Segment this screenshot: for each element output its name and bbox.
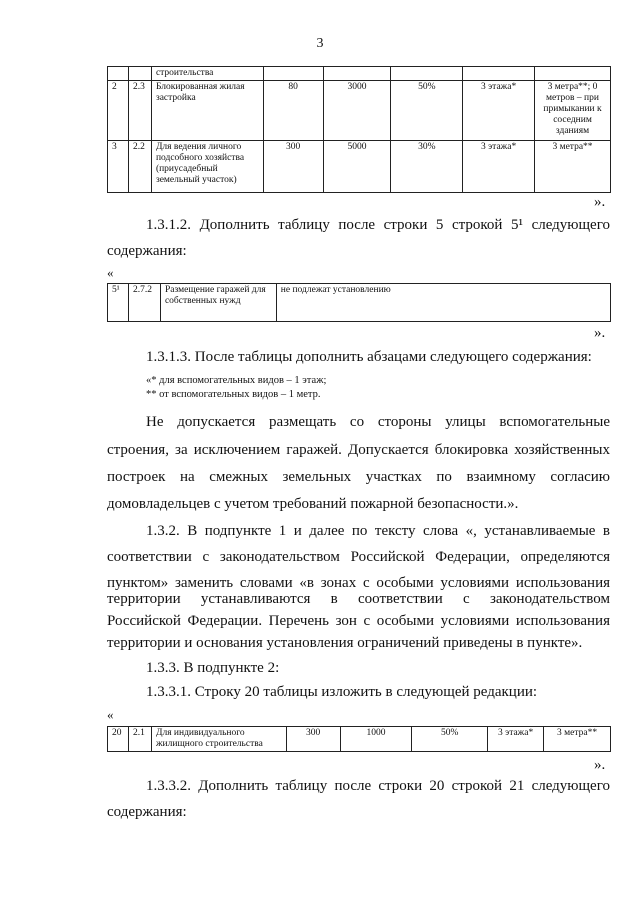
paragraph-line: строения, за исключением гаражей. Допускается блокировка хозяйственных [107,442,610,458]
table-cell: 3 метра**; 0 метров – при примыкании к соседним зданиям [535,81,611,141]
table-cell [463,67,535,81]
quote-open: « [107,265,114,280]
table-cell: 50% [412,727,488,752]
table-cell: 3 метра** [544,727,611,752]
paragraph-1332-cont: содержания: [107,804,187,820]
quote-close: ». [594,757,606,773]
table-cell: 3 метра** [535,141,611,193]
table-cell: 2 [108,81,129,141]
paragraph-line: Не допускается размещать со стороны улицы вспомогательные [146,414,610,430]
paragraph-1332: 1.3.3.2. Дополнить таблицу после строки 20 строкой 21 следующего [146,778,610,794]
paragraph-line: соответствии с законодательством Российской Федерации, определяются [107,549,610,565]
table-cell: 3 этажа* [463,81,535,141]
table-row [108,81,611,141]
paragraph-line: 1.3.2. В подпункте 1 и далее по тексту слова «, устанавливаемые в [146,523,610,539]
page-number: 3 [316,36,324,51]
table-cell [263,67,323,81]
quote-close: ». [594,325,606,341]
table-cell: 3 этажа* [463,141,535,193]
table-cell: Размещение гаражей для собственных нужд [160,284,276,322]
table-row [108,284,611,322]
paragraph-line: домовладельцев с учетом требований пожарной безопасности.». [107,496,519,512]
table-cell: не подлежат установлению [276,284,610,322]
paragraph-line: пунктом» заменить словами «в зонах с особыми условиями использования [107,575,610,591]
zoning-table-1 [107,66,611,193]
footnote-1: «* для вспомогательных видов – 1 этаж; [146,375,327,386]
table-cell: Блокированная жилая застройка [151,81,263,141]
paragraph-line: построек на смежных земельных участках по взаимному согласию [107,469,610,485]
table-cell: 2.3 [128,81,151,141]
paragraph-1331: 1.3.3.1. Строку 20 таблицы изложить в следующей редакции: [146,684,538,700]
table-cell [108,67,129,81]
paragraph-line: территории устанавливаются в соответствии с законодательством [107,591,610,607]
quote-close: ». [594,194,606,210]
table-cell: 1000 [340,727,412,752]
footnote-2: ** от вспомогательных видов – 1 метр. [146,389,321,400]
paragraph-1312: 1.3.1.2. Дополнить таблицу после строки 5 строкой 5¹ следующего [146,217,610,233]
table-cell: 3000 [323,81,391,141]
table-cell [323,67,391,81]
table-cell: 3 этажа* [488,727,544,752]
paragraph-133: 1.3.3. В подпункте 2: [146,660,280,676]
table-cell: 300 [286,727,340,752]
table-row [108,141,611,193]
table-cell: 80 [263,81,323,141]
table-row [108,727,611,752]
table-cell: 30% [391,141,463,193]
zoning-table-3 [107,726,611,752]
table-row [108,67,611,81]
zoning-table-2 [107,283,611,322]
table-cell: 5¹ [108,284,129,322]
table-cell [391,67,463,81]
paragraph-line: территории и основания установления ограничений приведены в пункте». [107,635,583,651]
table-cell: 300 [263,141,323,193]
table-cell: 5000 [323,141,391,193]
paragraph-1312-cont: содержания: [107,243,187,259]
table-cell [128,67,151,81]
table-cell: 2.7.2 [128,284,160,322]
table-cell: 3 [108,141,129,193]
table-cell: 2.1 [128,727,151,752]
table-cell: 50% [391,81,463,141]
table-cell: Для индивидуального жилищного строительства [151,727,286,752]
table-cell: строительства [151,67,263,81]
table-cell [535,67,611,81]
quote-open: « [107,707,114,722]
table-cell: 20 [108,727,129,752]
paragraph-line: Российской Федерации. Перечень зон с особыми условиями использования [107,613,610,629]
table-cell: Для ведения личного подсобного хозяйства (приусадебный земельный участок) [151,141,263,193]
paragraph-1313: 1.3.1.3. После таблицы дополнить абзацами следующего содержания: [146,349,592,365]
table-cell: 2.2 [128,141,151,193]
